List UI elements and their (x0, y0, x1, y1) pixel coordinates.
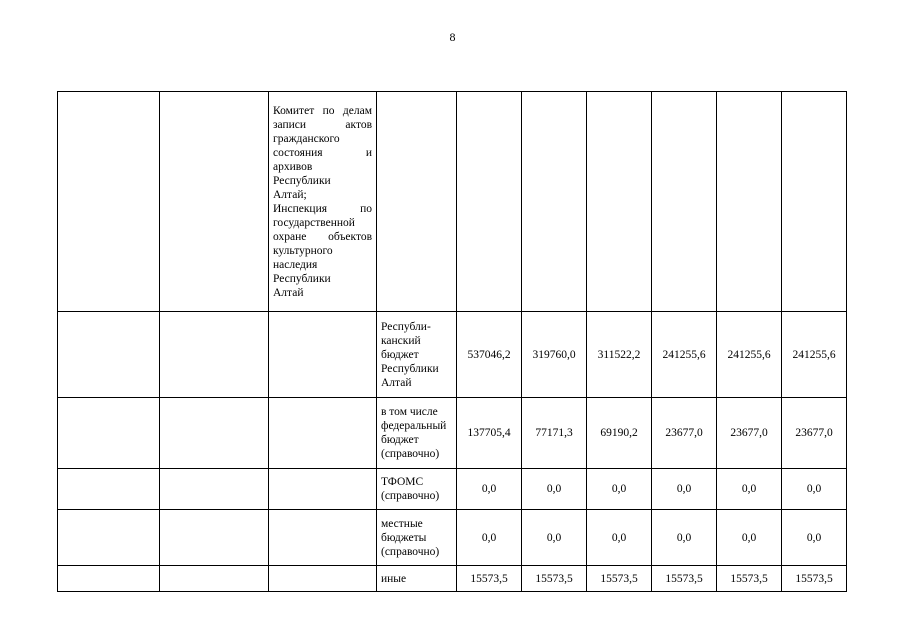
executor-line: Инспекция по (273, 202, 372, 215)
amount-cell: 15573,5 (587, 566, 652, 592)
table-body (58, 92, 847, 592)
amount-cell: 0,0 (587, 510, 652, 566)
amount-cell: 23677,0 (652, 398, 717, 469)
funding-source-cell (377, 469, 457, 510)
executor-line: гражданского (273, 132, 340, 145)
amount-cell: 241255,6 (652, 312, 717, 398)
cell-empty (160, 469, 269, 510)
amount-cell: 15573,5 (782, 566, 847, 592)
amount-cell: 23677,0 (782, 398, 847, 469)
cell-empty (160, 398, 269, 469)
cell-empty (160, 566, 269, 592)
cell-empty (58, 92, 160, 312)
amount-cell: 319760,0 (522, 312, 587, 398)
amount-cell: 137705,4 (457, 398, 522, 469)
cell-empty (58, 398, 160, 469)
amount-cell: 241255,6 (717, 312, 782, 398)
cell-empty (587, 92, 652, 312)
executor-line: государственной (273, 216, 355, 229)
cell-empty (160, 312, 269, 398)
executor-cell (269, 92, 377, 312)
cell-empty (522, 92, 587, 312)
page-number: 8 (449, 30, 456, 44)
table-row (58, 312, 847, 398)
cell-empty (58, 510, 160, 566)
cell-empty (269, 566, 377, 592)
amount-cell: 23677,0 (717, 398, 782, 469)
funding-source-cell (377, 566, 457, 592)
funding-source-label: ТФОМС (справочно) (381, 476, 440, 502)
funding-source-label: иные (381, 572, 407, 585)
executor-text (273, 104, 372, 300)
cell-empty (269, 312, 377, 398)
amount-cell: 15573,5 (717, 566, 782, 592)
table-row (58, 398, 847, 469)
cell-empty (782, 92, 847, 312)
executor-line: Республики (273, 272, 331, 285)
amount-cell: 0,0 (652, 469, 717, 510)
amount-cell: 0,0 (522, 469, 587, 510)
funding-source-label: местные бюджеты (справочно) (381, 517, 440, 558)
cell-empty (160, 510, 269, 566)
table-row (58, 510, 847, 566)
table-row (58, 469, 847, 510)
budget-table (57, 91, 847, 592)
executor-line: Алтай (273, 286, 304, 299)
amount-cell: 0,0 (587, 469, 652, 510)
executor-line: Комитет по делам (273, 104, 372, 117)
amount-cell: 537046,2 (457, 312, 522, 398)
cell-empty (160, 92, 269, 312)
funding-source-label: в том числе федеральный бюджет (справочно) (381, 406, 447, 460)
executor-line: охране объектов (273, 230, 372, 243)
executor-line: культурного (273, 244, 333, 257)
amount-cell: 0,0 (457, 510, 522, 566)
cell-empty (269, 469, 377, 510)
table-row (58, 566, 847, 592)
amount-cell: 0,0 (717, 469, 782, 510)
executor-line: Алтай; (273, 188, 307, 201)
cell-empty (457, 92, 522, 312)
cell-empty (58, 566, 160, 592)
cell-empty (58, 469, 160, 510)
table-row-executor (58, 92, 847, 312)
cell-empty (377, 92, 457, 312)
amount-cell: 0,0 (782, 510, 847, 566)
amount-cell: 77171,3 (522, 398, 587, 469)
amount-cell: 0,0 (717, 510, 782, 566)
funding-source-cell (377, 398, 457, 469)
funding-source-cell (377, 510, 457, 566)
executor-line: архивов (273, 160, 313, 173)
executor-line: Республики (273, 174, 331, 187)
cell-empty (269, 510, 377, 566)
cell-empty (652, 92, 717, 312)
cell-empty (269, 398, 377, 469)
amount-cell: 15573,5 (457, 566, 522, 592)
amount-cell: 15573,5 (652, 566, 717, 592)
cell-empty (58, 312, 160, 398)
amount-cell: 0,0 (522, 510, 587, 566)
amount-cell: 15573,5 (522, 566, 587, 592)
amount-cell: 311522,2 (587, 312, 652, 398)
amount-cell: 241255,6 (782, 312, 847, 398)
amount-cell: 0,0 (782, 469, 847, 510)
cell-empty (717, 92, 782, 312)
amount-cell: 0,0 (652, 510, 717, 566)
executor-line: состояния и (273, 146, 372, 159)
amount-cell: 69190,2 (587, 398, 652, 469)
executor-line: наследия (273, 258, 318, 271)
executor-line: записи актов (273, 118, 372, 131)
funding-source-label: Республи- канский бюджет Республики Алтай (381, 320, 439, 389)
funding-source-cell (377, 312, 457, 398)
amount-cell: 0,0 (457, 469, 522, 510)
